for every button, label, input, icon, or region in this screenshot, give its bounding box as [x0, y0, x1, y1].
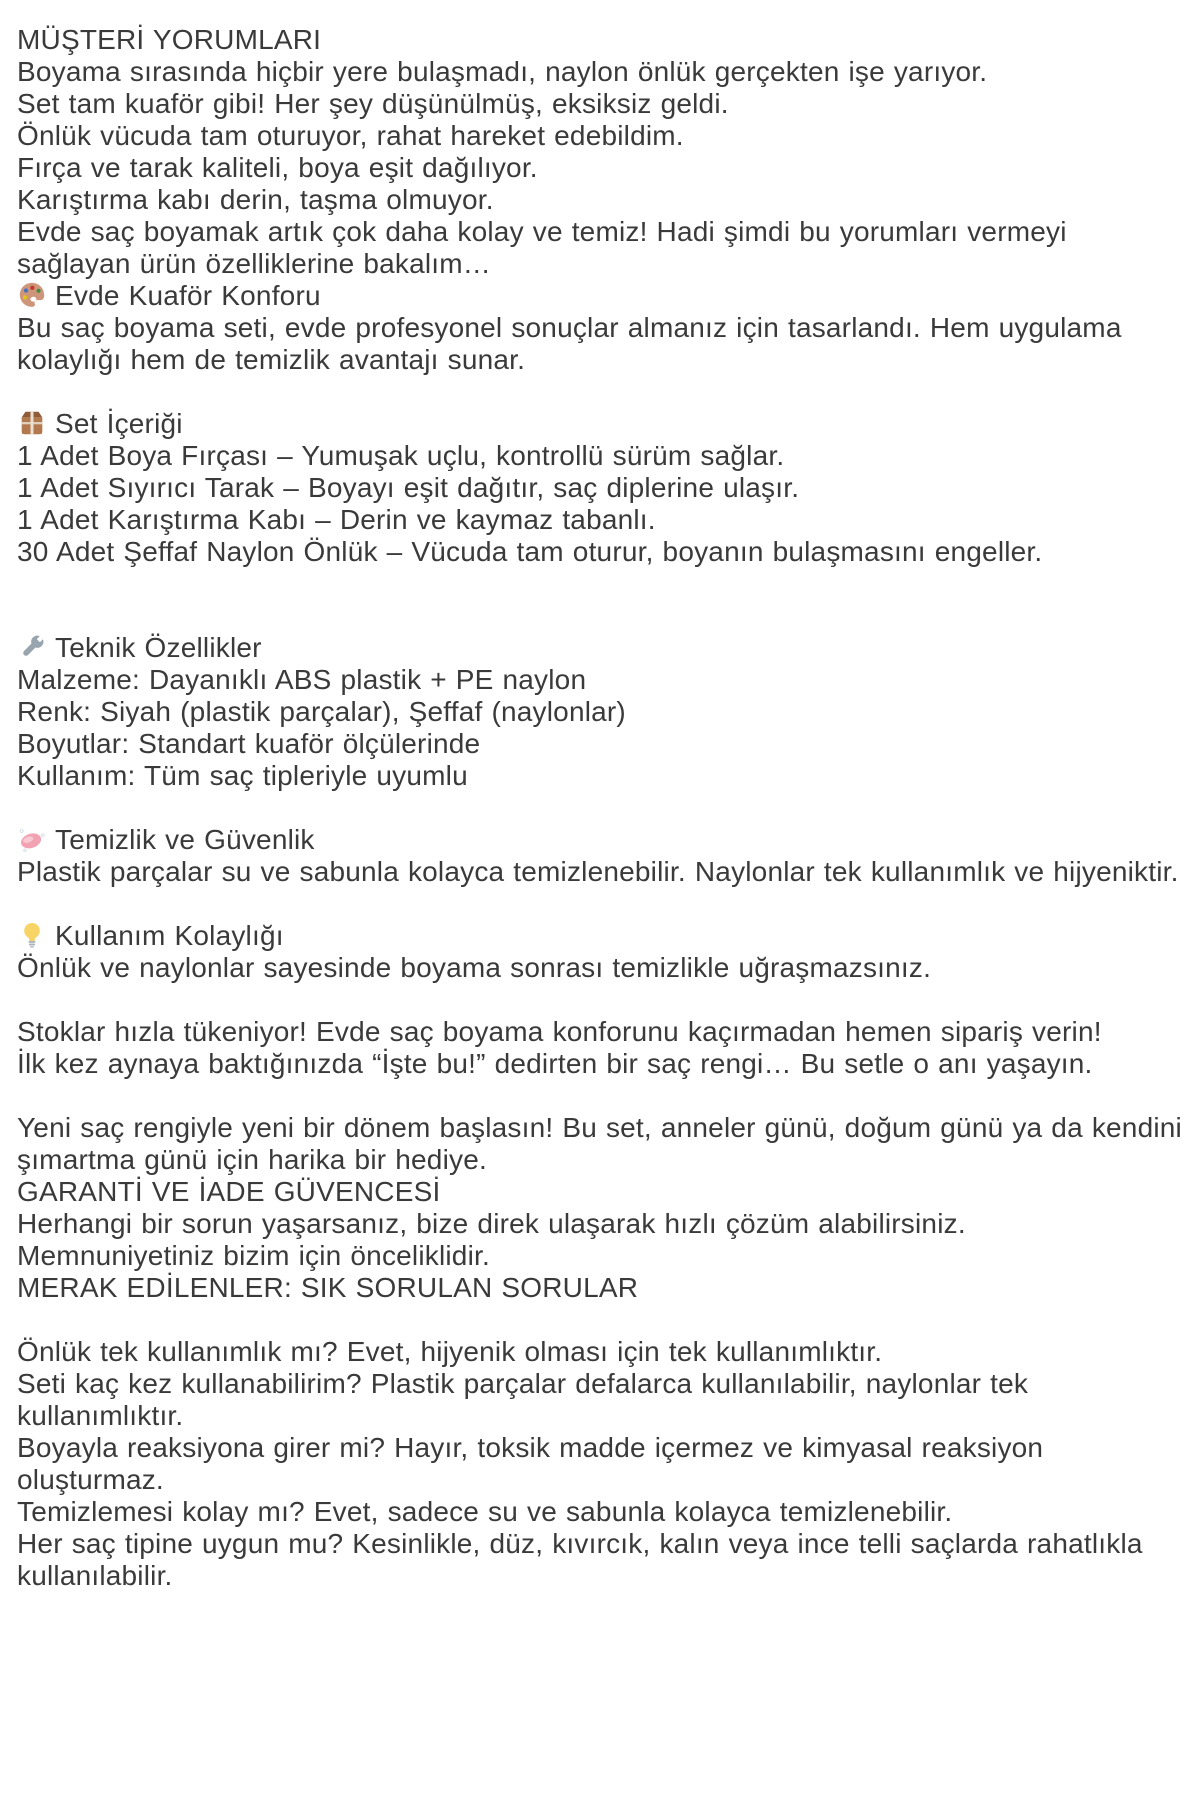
paragraph-text: Boyama sırasında hiçbir yere bulaşmadı, naylon önlük gerçekten işe yarıyor. [17, 56, 988, 87]
section-heading [17, 920, 1182, 952]
paragraph-text: Önlük ve naylonlar sayesinde boyama sonrası temizlikle uğraşmazsınız. [17, 952, 932, 983]
section-heading-label: Kullanım Kolaylığı [55, 920, 284, 951]
paragraph [17, 1272, 1182, 1304]
paragraph-text: Karıştırma kabı derin, taşma olmuyor. [17, 184, 494, 215]
paragraph [17, 440, 1182, 472]
paragraph-text: Malzeme: Dayanıklı ABS plastik + PE naylon [17, 664, 587, 695]
paragraph [17, 760, 1182, 792]
section-heading [17, 408, 1182, 440]
paragraph-text: Boyutlar: Standart kuaför ölçülerinde [17, 728, 481, 759]
package-icon [17, 408, 47, 438]
section-heading [17, 632, 1182, 664]
soap-icon [17, 824, 47, 854]
section-heading-label: Teknik Özellikler [55, 632, 262, 663]
page-title [17, 24, 1182, 56]
paragraph [17, 312, 1182, 376]
paragraph [17, 696, 1182, 728]
paragraph-text: Temizlemesi kolay mı? Evet, sadece su ve sabunla kolayca temizlenebilir. [17, 1496, 953, 1527]
paragraph-text: Renk: Siyah (plastik parçalar), Şeffaf (naylonlar) [17, 696, 626, 727]
section-heading-label: Evde Kuaför Konforu [55, 280, 321, 311]
wrench-icon [17, 632, 47, 662]
paragraph [17, 472, 1182, 504]
paragraph [17, 1496, 1182, 1528]
paragraph [17, 536, 1182, 568]
paragraph [17, 504, 1182, 536]
palette-icon [17, 280, 47, 310]
paragraph-text: Fırça ve tarak kaliteli, boya eşit dağılıyor. [17, 152, 538, 183]
paragraph-text: Plastik parçalar su ve sabunla kolayca temizlenebilir. Naylonlar tek kullanımlık ve hijyeniktir. [17, 856, 1179, 887]
paragraph [17, 120, 1182, 152]
paragraph-text: Yeni saç rengiyle yeni bir dönem başlasın! Bu set, anneler günü, doğum günü ya da kendini şımartma günü için harika bir hediye. [17, 1112, 1182, 1175]
paragraph [17, 1528, 1182, 1592]
paragraph-text: Önlük vücuda tam oturuyor, rahat hareket edebildim. [17, 120, 684, 151]
paragraph-text: Her saç tipine uygun mu? Kesinlikle, düz, kıvırcık, kalın veya ince telli saçlarda rahatlıkla kullanılabilir. [17, 1528, 1143, 1591]
paragraph-text: Önlük tek kullanımlık mı? Evet, hijyenik olması için tek kullanımlıktır. [17, 1336, 883, 1367]
paragraph-text: Seti kaç kez kullanabilirim? Plastik parçalar defalarca kullanılabilir, naylonlar tek kullanımlıktır. [17, 1368, 1029, 1431]
paragraph-text: 1 Adet Sıyırıcı Tarak – Boyayı eşit dağıtır, saç diplerine ulaşır. [17, 472, 800, 503]
paragraph [17, 88, 1182, 120]
paragraph-text: 1 Adet Boya Fırçası – Yumuşak uçlu, kontrollü sürüm sağlar. [17, 440, 785, 471]
paragraph-text: GARANTİ VE İADE GÜVENCESİ [17, 1176, 441, 1207]
paragraph [17, 1112, 1182, 1176]
section-heading [17, 280, 1182, 312]
paragraph [17, 152, 1182, 184]
paragraph-text: Kullanım: Tüm saç tipleriyle uyumlu [17, 760, 468, 791]
paragraph [17, 1048, 1182, 1080]
paragraph [17, 1176, 1182, 1208]
paragraph-text: Set tam kuaför gibi! Her şey düşünülmüş, eksiksiz geldi. [17, 88, 729, 119]
paragraph [17, 56, 1182, 88]
paragraph-text: Evde saç boyamak artık çok daha kolay ve temiz! Hadi şimdi bu yorumları vermeyi sağlayan ürün özelliklerine bakalım… [17, 216, 1067, 279]
description-text-body [17, 24, 1182, 1592]
bulb-icon [17, 920, 47, 950]
paragraph [17, 1016, 1182, 1048]
paragraph-text: 1 Adet Karıştırma Kabı – Derin ve kaymaz tabanlı. [17, 504, 656, 535]
paragraph-text: 30 Adet Şeffaf Naylon Önlük – Vücuda tam oturur, boyanın bulaşmasını engeller. [17, 536, 1043, 567]
paragraph-text: MÜŞTERİ YORUMLARI [17, 24, 322, 55]
paragraph [17, 1336, 1182, 1368]
paragraph [17, 664, 1182, 696]
paragraph [17, 728, 1182, 760]
paragraph-text: İlk kez aynaya baktığınızda “İşte bu!” dedirten bir saç rengi… Bu setle o anı yaşayın. [17, 1048, 1093, 1079]
section-heading-label: Set İçeriği [55, 408, 183, 439]
section-heading [17, 824, 1182, 856]
paragraph [17, 1208, 1182, 1240]
paragraph-text: Memnuniyetiniz bizim için önceliklidir. [17, 1240, 490, 1271]
paragraph [17, 1240, 1182, 1272]
paragraph [17, 1368, 1182, 1432]
paragraph-text: Stoklar hızla tükeniyor! Evde saç boyama konforunu kaçırmadan hemen sipariş verin! [17, 1016, 1102, 1047]
paragraph [17, 952, 1182, 984]
paragraph-text: Boyayla reaksiyona girer mi? Hayır, toksik madde içermez ve kimyasal reaksiyon oluşturmaz. [17, 1432, 1044, 1495]
paragraph [17, 1432, 1182, 1496]
paragraph-text: Herhangi bir sorun yaşarsanız, bize direk ulaşarak hızlı çözüm alabilirsiniz. [17, 1208, 966, 1239]
paragraph [17, 856, 1182, 888]
paragraph [17, 216, 1182, 280]
section-heading-label: Temizlik ve Güvenlik [55, 824, 315, 855]
paragraph [17, 184, 1182, 216]
paragraph-text: Bu saç boyama seti, evde profesyonel sonuçlar almanız için tasarlandı. Hem uygulama kolaylığı hem de temizlik avantajı sunar. [17, 312, 1122, 375]
paragraph-text: MERAK EDİLENLER: SIK SORULAN SORULAR [17, 1272, 639, 1303]
